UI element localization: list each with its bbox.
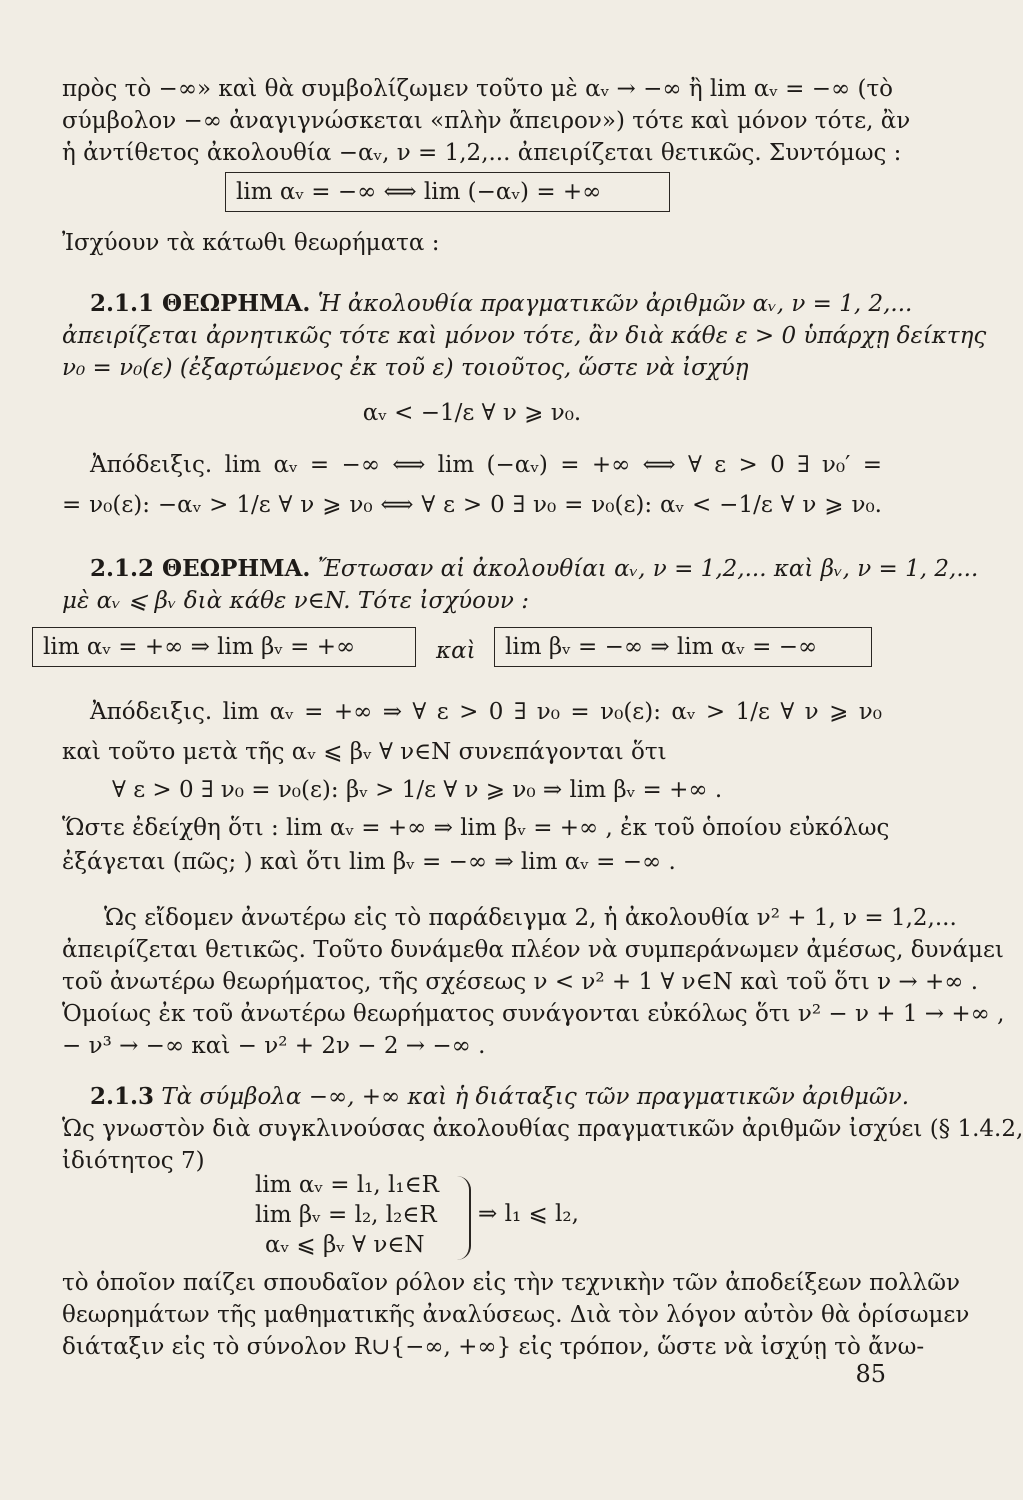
theorem-number: 2.1.1 ΘΕΩΡΗΜΑ. (90, 290, 311, 317)
section-heading (90, 1082, 910, 1112)
connector-word: καὶ (436, 638, 476, 664)
proof-line: = ν₀(ε): −αᵥ > 1/ε ∀ ν ⩾ ν₀ ⟺ ∀ ε > 0 ∃ ν₀ = ν₀(ε): αᵥ < −1/ε ∀ ν ⩾ ν₀. (62, 492, 882, 518)
proof-line: Ἀπόδειξις. lim αᵥ = −∞ ⟺ lim (−αᵥ) = +∞ ⟺ ∀ ε > 0 ∃ ν₀′ = (90, 452, 882, 478)
text-line: πρὸς τὸ −∞» καὶ θὰ συμβολίζωμεν τοῦτο μὲ αᵥ → −∞ ἢ lim αᵥ = −∞ (τὸ (62, 76, 894, 102)
text-line: ἡ ἀντίθετος ἀκολουθία −αᵥ, ν = 1,2,... ἀπειρίζεται θετικῶς. Συντόμως : (62, 140, 902, 166)
text-line: Ὡς εἴδομεν ἀνωτέρω εἰς τὸ παράδειγμα 2, ἡ ἀκολουθία ν² + 1, ν = 1,2,... (104, 905, 957, 931)
theorem-heading (90, 289, 913, 319)
text-line: Ἰσχύουν τὰ κάτωθι θεωρήματα : (62, 230, 440, 256)
implication-box: lim βᵥ = −∞ ⇒ lim αᵥ = −∞ (494, 627, 872, 667)
equivalence-box: lim αᵥ = −∞ ⟺ lim (−αᵥ) = +∞ (225, 172, 670, 212)
hypothesis: lim βᵥ = l₂, l₂∈R (255, 1202, 437, 1228)
text-line: ἰδιότητος 7) (62, 1148, 205, 1174)
hypotheses-block (255, 1170, 439, 1260)
theorem-heading (90, 554, 979, 584)
theorem-text: Ἔστωσαν αἱ ἀκολουθίαι αᵥ, ν = 1,2,... καὶ βᵥ, ν = 1, 2,... (317, 556, 979, 582)
theorem-text: ν₀ = ν₀(ε) (ἐξαρτώμενος ἐκ τοῦ ε) τοιοῦτος, ὥστε νὰ ἰσχύῃ (62, 355, 749, 381)
proof-line: Ὥστε ἐδείχθη ὅτι : lim αᵥ = +∞ ⇒ lim βᵥ = +∞ , ἐκ τοῦ ὁποίου εὐκόλως (62, 815, 890, 841)
text-line: Ὁμοίως ἐκ τοῦ ἀνωτέρω θεωρήματος συνάγονται εὐκόλως ὅτι ν² − ν + 1 → +∞ , (62, 1001, 1005, 1027)
implication-box: lim αᵥ = +∞ ⇒ lim βᵥ = +∞ (32, 627, 416, 667)
text-line: διάταξιν εἰς τὸ σύνολον R∪{−∞, +∞} εἰς τρόπον, ὥστε νὰ ἰσχύῃ τὸ ἄνω- (62, 1334, 925, 1360)
theorem-text: μὲ αᵥ ⩽ βᵥ διὰ κάθε ν∈N. Τότε ἰσχύουν : (62, 588, 529, 614)
theorem-number: 2.1.2 ΘΕΩΡΗΜΑ. (90, 555, 311, 582)
text-line: θεωρημάτων τῆς μαθηματικῆς ἀναλύσεως. Διὰ τὸν λόγον αὐτὸν θὰ ὁρίσωμεν (62, 1302, 970, 1328)
proof-line: Ἀπόδειξις. lim αᵥ = +∞ ⇒ ∀ ε > 0 ∃ ν₀ = ν₀(ε): αᵥ > 1/ε ∀ ν ⩾ ν₀ (90, 699, 882, 725)
conclusion: ⇒ l₁ ⩽ l₂, (478, 1201, 579, 1227)
proof-line: ἐξάγεται (πῶς; ) καὶ ὅτι lim βᵥ = −∞ ⇒ lim αᵥ = −∞ . (62, 849, 676, 875)
text-line: σύμβολον −∞ ἀναγιγνώσκεται «πλὴν ἄπειρον») τότε καὶ μόνον τότε, ἂν (62, 108, 911, 134)
formula: αᵥ < −1/ε ∀ ν ⩾ ν₀. (362, 400, 582, 426)
text-line: ἀπειρίζεται θετικῶς. Τοῦτο δυνάμεθα πλέον νὰ συμπεράνωμεν ἀμέσως, δυνάμει (62, 937, 1004, 963)
proof-line: καὶ τοῦτο μετὰ τῆς αᵥ ⩽ βᵥ ∀ ν∈N συνεπάγονται ὅτι (62, 739, 667, 765)
theorem-text: Ἡ ἀκολουθία πραγματικῶν ἀριθμῶν αᵥ, ν = 1, 2,... (317, 291, 913, 317)
right-brace (455, 1176, 471, 1260)
text-line: τοῦ ἀνωτέρω θεωρήματος, τῆς σχέσεως ν < ν² + 1 ∀ ν∈N καὶ τοῦ ὅτι ν → +∞ . (62, 969, 979, 995)
theorem-text: ἀπειρίζεται ἀρνητικῶς τότε καὶ μόνον τότε, ἂν διὰ κάθε ε > 0 ὑπάρχῃ δείκτης (62, 323, 987, 349)
hypothesis: lim αᵥ = l₁, l₁∈R (255, 1172, 439, 1198)
hypothesis: αᵥ ⩽ βᵥ ∀ ν∈N (265, 1232, 425, 1258)
text-line: Ὡς γνωστὸν διὰ συγκλινούσας ἀκολουθίας πραγματικῶν ἀριθμῶν ἰσχύει (§ 1.4.2, (62, 1116, 1023, 1142)
proof-line: ∀ ε > 0 ∃ ν₀ = ν₀(ε): βᵥ > 1/ε ∀ ν ⩾ ν₀ ⇒ lim βᵥ = +∞ . (112, 777, 723, 803)
section-number: 2.1.3 (90, 1083, 155, 1110)
page-number: 85 (855, 1360, 886, 1388)
text-line: τὸ ὁποῖον παίζει σπουδαῖον ρόλον εἰς τὴν τεχνικὴν τῶν ἀποδείξεων πολλῶν (62, 1270, 960, 1296)
section-title: Τὰ σύμβολα −∞, +∞ καὶ ἡ διάταξις τῶν πραγματικῶν ἀριθμῶν. (161, 1084, 910, 1110)
text-line: − ν³ → −∞ καὶ − ν² + 2ν − 2 → −∞ . (62, 1033, 486, 1059)
